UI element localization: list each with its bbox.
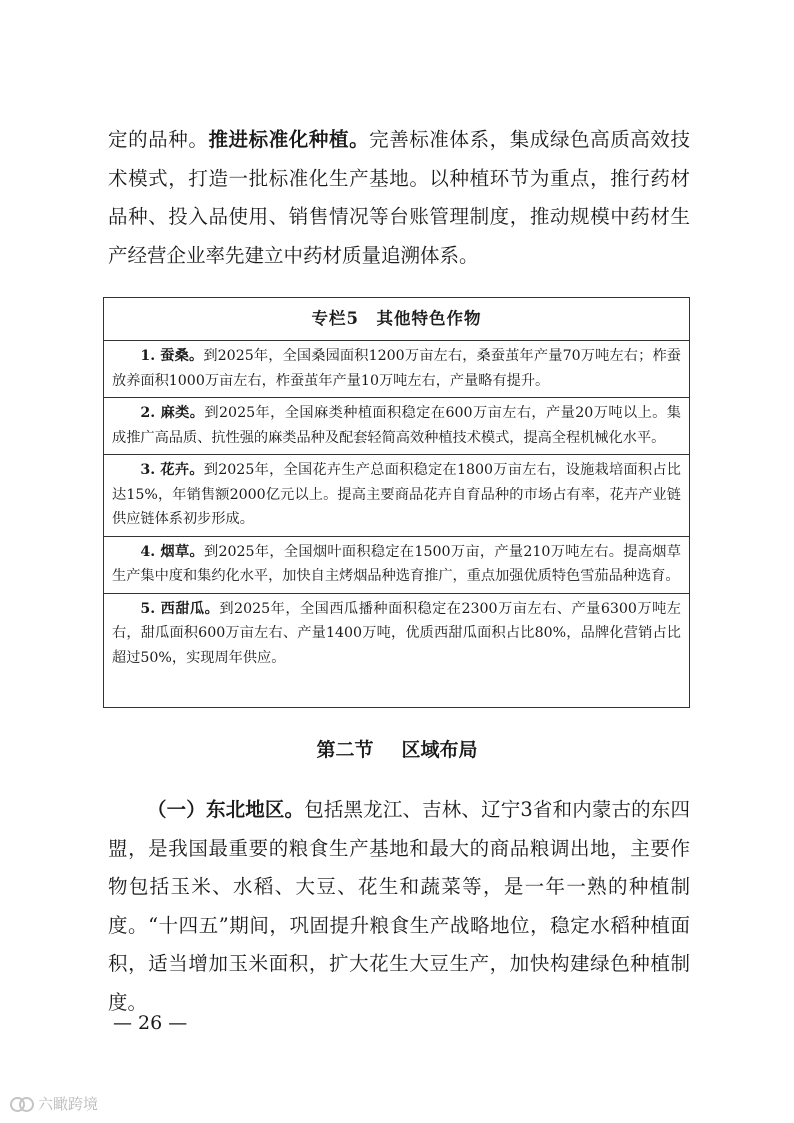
box-item-tobacco [104, 537, 689, 594]
item-heading: 5. 西甜瓜。 [140, 600, 220, 617]
item-text: 到2025年，全国花卉生产总面积稳定在1800万亩左右，设施栽培面积占比达15%，年销售额2000亿元以上。提高主要商品花卉自育品种的市场占有率，花卉产业链供应链体系初步形成。 [112, 462, 681, 527]
item-text: 到2025年，全国烟叶面积稳定在1500万亩，产量210万吨左右。提高烟草生产集中度和集约化水平，加快自主烤烟品种选育推广，重点加强优质特色雪茄品种选育。 [112, 543, 681, 584]
item-heading: 2. 麻类。 [140, 405, 205, 421]
intro-paragraph [108, 121, 690, 275]
region-heading: （一）东北地区。 [147, 798, 305, 821]
item-heading: 4. 烟草。 [140, 543, 204, 560]
watermark-logo-icon [10, 1096, 34, 1112]
box-item-sericulture [104, 341, 689, 398]
special-column-box [103, 297, 690, 708]
section-heading [0, 731, 794, 769]
intro-body: 完善标准体系，集成绿色高质高效技术模式，打造一批标准化生产基地。以种植环节为重点，推行药材品种、投入品使用、销售情况等台账管理制度，推动规模中药材生产经营企业率先建立中药材质量追溯体系。 [108, 128, 690, 267]
box-item-flowers [104, 455, 689, 537]
box-title: 专栏5 其他特色作物 [104, 298, 689, 341]
item-heading: 3. 花卉。 [140, 462, 204, 478]
item-text: 到2025年，全国麻类种植面积稳定在600万亩左右，产量20万吨以上。集成推广高品质、抗性强的麻类品种及配套轻简高效种植技术模式，提高全程机械化水平。 [112, 405, 681, 446]
item-heading: 1. 蚕桑。 [140, 348, 204, 364]
intro-bold-heading: 推进标准化种植。 [208, 128, 370, 151]
watermark [10, 1093, 98, 1114]
intro-lead: 定的品种。 [108, 128, 209, 151]
watermark-text: 六瞰跨境 [38, 1095, 99, 1113]
item-text: 到2025年，全国桑园面积1200万亩左右，桑蚕茧年产量70万吨左右；柞蚕放养面积1000万亩左右，柞蚕茧年产量10万吨左右，产量略有提升。 [112, 348, 681, 389]
box-item-hemp [104, 398, 689, 455]
page-number: — 26 — [113, 1012, 188, 1034]
box-item-melons [104, 594, 689, 675]
region-body: 包括黑龙江、吉林、辽宁3省和内蒙古的东四盟，是我国最重要的粮食生产基地和最大的商品粮调出地，主要作物包括玉米、水稻、大豆、花生和蔬菜等，是一年一熟的种植制度。“十四五”期间，巩固提升粮食生产战略地位，稳定水稻种植面积，适当增加玉米面积，扩大花生大豆生产，加快构建绿色种植制度。 [108, 798, 690, 1014]
section-title: 区域布局 [401, 739, 478, 761]
region-paragraph [108, 791, 690, 1022]
item-text: 到2025年，全国西瓜播种面积稳定在2300万亩左右、产量6300万吨左右，甜瓜面积600万亩左右、产量1400万吨，优质西甜瓜面积占比80%，品牌化营销占比超过50%，实现周年供应。 [112, 600, 681, 666]
section-number: 第二节 [316, 739, 374, 761]
